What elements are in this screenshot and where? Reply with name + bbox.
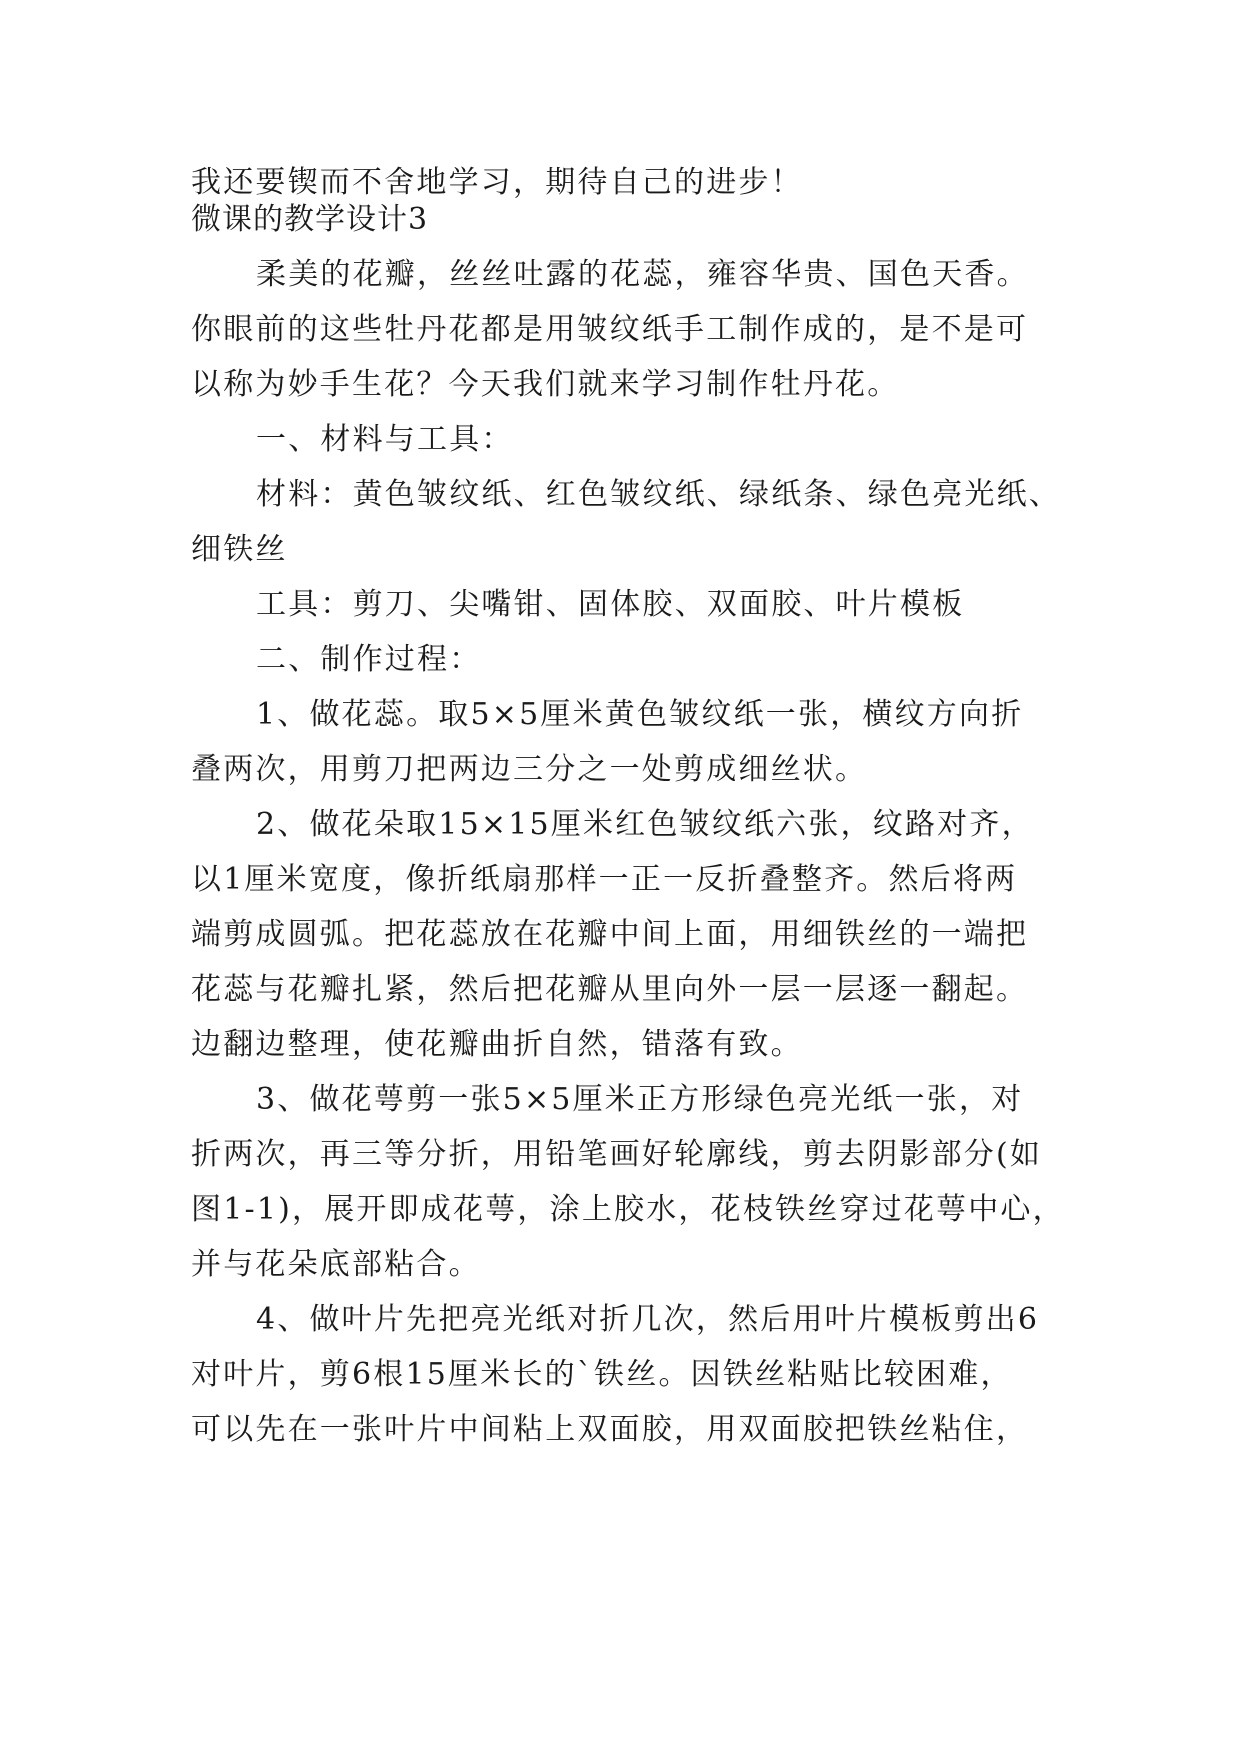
text-line: 以1厘米宽度，像折纸扇那样一正一反折叠整齐。然后将两: [191, 862, 1018, 897]
text-line: 折两次，再三等分折，用铅笔画好轮廓线，剪去阴影部分(如: [191, 1137, 1043, 1172]
text-line: 边翻边整理，使花瓣曲折自然，错落有致。: [191, 1027, 803, 1062]
text-line: 1、做花蕊。取5×5厘米黄色皱纹纸一张，横纹方向折: [256, 697, 1024, 732]
text-line: 花蕊与花瓣扎紧，然后把花瓣从里向外一层一层逐一翻起。: [191, 972, 1029, 1007]
text-line: 并与花朵底部粘合。: [191, 1247, 481, 1282]
text-line: 对叶片，剪6根15厘米长的`铁丝。因铁丝粘贴比较困难，: [191, 1357, 1013, 1392]
text-line: 以称为妙手生花？今天我们就来学习制作牡丹花。: [191, 367, 900, 402]
text-line: 叠两次，用剪刀把两边三分之一处剪成细丝状。: [191, 752, 868, 787]
text-line: 2、做花朵取15×15厘米红色皱纹纸六张，纹路对齐，: [256, 807, 1034, 842]
text-line: 工具：剪刀、尖嘴钳、固体胶、双面胶、叶片模板: [256, 587, 965, 622]
text-line: 柔美的花瓣，丝丝吐露的花蕊，雍容华贵、国色天香。: [256, 257, 1029, 292]
subheading: 二、制作过程：: [256, 642, 482, 677]
text-line: 你眼前的这些牡丹花都是用皱纹纸手工制作成的，是不是可: [191, 312, 1029, 347]
text-line: 细铁丝: [191, 532, 288, 567]
text-line: 3、做花萼剪一张5×5厘米正方形绿色亮光纸一张，对: [256, 1082, 1024, 1117]
text-line: 我还要锲而不舍地学习，期待自己的进步！: [191, 165, 803, 200]
text-line: 端剪成圆弧。把花蕊放在花瓣中间上面，用细铁丝的一端把: [191, 917, 1029, 952]
text-line: 图1-1)，展开即成花萼，涂上胶水，花枝铁丝穿过花萼中心，: [191, 1192, 1065, 1227]
text-line: 4、做叶片先把亮光纸对折几次，然后用叶片模板剪出6: [256, 1302, 1040, 1337]
subheading: 一、材料与工具：: [256, 422, 514, 457]
text-line: 材料：黄色皱纹纸、红色皱纹纸、绿纸条、绿色亮光纸、: [256, 477, 1061, 512]
text-line: 可以先在一张叶片中间粘上双面胶，用双面胶把铁丝粘住，: [191, 1412, 1029, 1447]
section-title: 微课的教学设计3: [191, 202, 429, 237]
